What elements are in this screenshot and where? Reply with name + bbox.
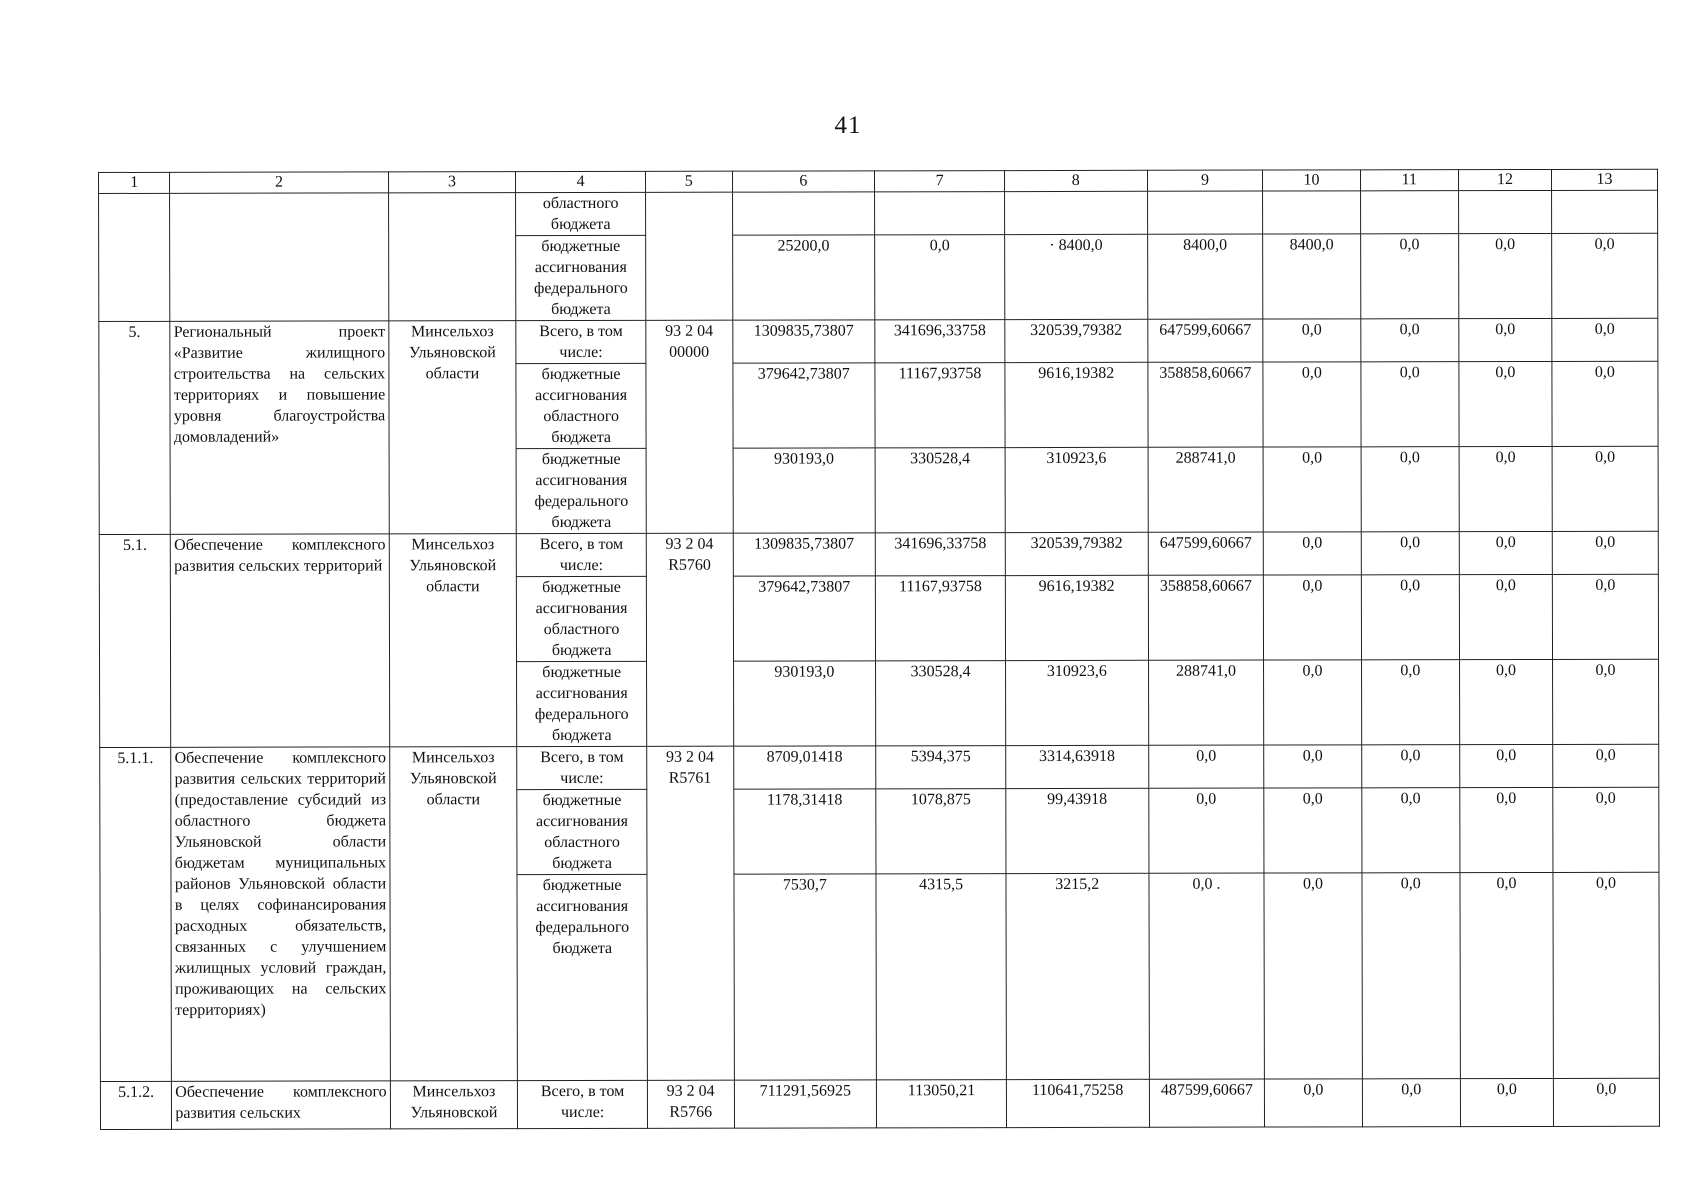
value-cell: 9616,19382 xyxy=(1005,575,1148,660)
header-cell: 11 xyxy=(1360,170,1458,191)
value-cell: 358858,60667 xyxy=(1148,575,1264,660)
value-cell: 0,0 xyxy=(1264,532,1361,575)
value-cell: 0,0 xyxy=(1361,362,1460,447)
row-source: бюджетные ассигнования областного бюджета xyxy=(517,576,647,661)
header-cell: 12 xyxy=(1458,169,1551,190)
value-cell: 0,0 xyxy=(1264,660,1361,745)
code-cell xyxy=(646,192,733,320)
header-cell: 3 xyxy=(388,172,516,193)
value-cell: 0,0 xyxy=(875,235,1005,320)
continuation-row xyxy=(99,190,1658,236)
row-organization: Минсельхоз Ульяновской области xyxy=(389,534,517,747)
value-cell: 0,0 xyxy=(1148,788,1264,873)
row-source: Всего, в том числе: xyxy=(516,320,646,363)
value-cell: 0,0 xyxy=(1552,318,1658,361)
value-cell: 0,0 xyxy=(1263,447,1360,532)
value-cell: 99,43918 xyxy=(1006,788,1149,873)
value-cell: 1178,31418 xyxy=(733,789,876,874)
header-cell: 9 xyxy=(1147,170,1263,191)
value-cell: 0,0 xyxy=(1264,575,1361,660)
value-cell: 110641,75258 xyxy=(1006,1079,1149,1127)
value-cell: 310923,6 xyxy=(1005,660,1148,745)
value-cell: 379642,73807 xyxy=(732,363,875,448)
value-cell: 0,0 xyxy=(1552,233,1658,318)
value-cell xyxy=(1551,190,1657,233)
value-cell: 0,0 xyxy=(1459,361,1552,446)
value-cell: · 8400,0 xyxy=(1005,234,1148,319)
value-cell: 647599,60667 xyxy=(1147,319,1263,362)
value-cell: 711291,56925 xyxy=(734,1080,877,1128)
source-cell: бюджетные ассигнования федерального бюджета xyxy=(516,235,646,320)
value-cell xyxy=(1147,191,1263,234)
value-cell: 8400,0 xyxy=(1147,234,1263,319)
value-cell xyxy=(732,192,875,235)
row-organization: Минсельхоз Ульяновской области xyxy=(389,321,517,534)
value-cell: 0,0 xyxy=(1264,873,1362,1079)
row-source: бюджетные ассигнования федерального бюджета xyxy=(517,661,647,746)
table-row xyxy=(99,318,1658,364)
value-cell: 0,0 xyxy=(1552,574,1658,659)
value-cell: 0,0 xyxy=(1460,1078,1553,1126)
budget-table xyxy=(98,169,1660,1130)
row-source: Всего, в том числе: xyxy=(518,1080,648,1128)
header-cell: 8 xyxy=(1004,170,1147,191)
row-number: 5. xyxy=(99,321,171,534)
row-source: бюджетные ассигнования федерального бюджета xyxy=(516,448,646,533)
value-cell: 0,0 xyxy=(1552,531,1658,574)
value-cell: 320539,79382 xyxy=(1005,319,1148,362)
value-cell: 8400,0 xyxy=(1263,234,1360,319)
value-cell: 320539,79382 xyxy=(1005,532,1148,575)
value-cell: 0,0 xyxy=(1460,744,1553,787)
value-cell xyxy=(1459,190,1552,233)
table-body xyxy=(99,169,1660,1129)
value-cell: 0,0 xyxy=(1460,787,1553,872)
value-cell: 11167,93758 xyxy=(875,363,1005,448)
value-cell: 0,0 xyxy=(1263,362,1360,447)
value-cell: 25200,0 xyxy=(732,235,875,320)
value-cell: 0,0 xyxy=(1361,532,1459,575)
value-cell: 0,0 xyxy=(1264,788,1361,873)
value-cell: 11167,93758 xyxy=(876,576,1006,661)
value-cell: 8709,01418 xyxy=(733,746,876,789)
value-cell: 341696,33758 xyxy=(875,533,1005,576)
value-cell: 113050,21 xyxy=(877,1080,1007,1128)
row-organization: Минсельхоз Ульяновской xyxy=(390,1081,518,1129)
header-cell: 6 xyxy=(732,171,875,192)
value-cell: 0,0 xyxy=(1361,575,1460,660)
num-cell xyxy=(99,193,171,321)
row-number: 5.1.1. xyxy=(100,747,172,1081)
row-source: Всего, в том числе: xyxy=(517,533,647,576)
value-cell: 0,0 xyxy=(1459,233,1552,318)
row-name: Обеспечение комплексного развития сельских территорий xyxy=(171,534,390,747)
table-row xyxy=(99,531,1658,577)
value-cell: 0,0 xyxy=(1552,659,1658,744)
value-cell: 930193,0 xyxy=(733,448,876,533)
value-cell: 0,0 xyxy=(1459,318,1552,361)
value-cell: 358858,60667 xyxy=(1148,362,1264,447)
page-number: 41 xyxy=(834,112,862,139)
row-number: 5.1. xyxy=(99,534,171,747)
row-number: 5.1.2. xyxy=(100,1081,171,1129)
value-cell: 0,0 xyxy=(1552,361,1658,446)
value-cell: 0,0 xyxy=(1148,745,1264,788)
value-cell xyxy=(1360,191,1458,234)
row-source: бюджетные ассигнования областного бюджета xyxy=(516,363,646,448)
value-cell: 0,0 xyxy=(1459,531,1552,574)
value-cell: 1309835,73807 xyxy=(732,320,875,363)
value-cell: 288741,0 xyxy=(1148,660,1264,745)
value-cell: 0,0 xyxy=(1362,1079,1460,1127)
value-cell: 0,0 . xyxy=(1149,873,1265,1079)
value-cell: 0,0 xyxy=(1553,1078,1659,1126)
value-cell xyxy=(1263,191,1360,234)
value-cell: 0,0 xyxy=(1362,873,1461,1079)
row-name: Региональный проект «Развитие жилищного строительства на сельских территориях и повышение уровня благоустройства домовладений» xyxy=(170,321,389,534)
value-cell: 1309835,73807 xyxy=(733,533,876,576)
value-cell: 7530,7 xyxy=(733,874,876,1080)
row-code: 93 2 04 R5760 xyxy=(646,533,733,746)
row-code: 93 2 04 R5761 xyxy=(647,746,734,1080)
value-cell: 310923,6 xyxy=(1005,447,1148,532)
table-row xyxy=(100,1078,1659,1129)
row-source: бюджетные ассигнования федерального бюджета xyxy=(517,874,647,1080)
source-cell: областного бюджета xyxy=(516,192,646,235)
value-cell: 0,0 xyxy=(1553,744,1659,787)
name-cell xyxy=(170,193,389,321)
header-cell: 5 xyxy=(646,171,733,192)
value-cell xyxy=(1004,191,1147,234)
header-cell: 13 xyxy=(1551,169,1657,190)
value-cell: 930193,0 xyxy=(733,661,876,746)
value-cell: 0,0 xyxy=(1553,787,1659,872)
row-code: 93 2 04 R5766 xyxy=(647,1080,734,1128)
row-source: Всего, в том числе: xyxy=(517,746,647,789)
row-name: Обеспечение комплексного развития сельских xyxy=(172,1081,390,1129)
value-cell: 288741,0 xyxy=(1148,447,1264,532)
header-cell: 1 xyxy=(99,172,170,193)
value-cell: 4315,5 xyxy=(876,874,1006,1080)
row-organization: Минсельхоз Ульяновской области xyxy=(389,747,517,1081)
value-cell: 0,0 xyxy=(1360,234,1459,319)
value-cell: 647599,60667 xyxy=(1148,532,1264,575)
header-cell: 10 xyxy=(1263,170,1360,191)
value-cell: 0,0 xyxy=(1361,745,1459,788)
value-cell: 487599,60667 xyxy=(1149,1079,1265,1127)
value-cell xyxy=(875,192,1005,235)
value-cell: 0,0 xyxy=(1361,660,1460,745)
value-cell: 0,0 xyxy=(1361,788,1460,873)
value-cell: 330528,4 xyxy=(876,661,1006,746)
value-cell: 0,0 xyxy=(1265,1079,1362,1127)
value-cell: 0,0 xyxy=(1360,319,1458,362)
value-cell: 0,0 xyxy=(1459,446,1552,531)
value-cell: 0,0 xyxy=(1552,446,1658,531)
value-cell: 0,0 xyxy=(1361,447,1460,532)
value-cell: 330528,4 xyxy=(875,448,1005,533)
table-row xyxy=(100,744,1659,790)
value-cell: 9616,19382 xyxy=(1005,362,1148,447)
value-cell: 5394,375 xyxy=(876,746,1006,789)
header-cell: 2 xyxy=(170,172,388,193)
header-cell: 4 xyxy=(516,171,646,192)
value-cell: 0,0 xyxy=(1460,659,1553,744)
value-cell: 0,0 xyxy=(1460,872,1553,1078)
value-cell: 0,0 xyxy=(1553,872,1659,1078)
value-cell: 3215,2 xyxy=(1006,873,1149,1079)
row-source: бюджетные ассигнования областного бюджета xyxy=(517,789,647,874)
value-cell: 3314,63918 xyxy=(1006,745,1149,788)
value-cell: 0,0 xyxy=(1264,745,1361,788)
value-cell: 379642,73807 xyxy=(733,576,876,661)
value-cell: 341696,33758 xyxy=(875,320,1005,363)
row-name: Обеспечение комплексного развития сельских территорий (предоставление субсидий из областного бюджета Ульяновской области бюджетам муниципальных районов Ульяновской области в целях софинансирования расходных обязательств, связанных с улучшением жилищных условий граждан, проживающих на сельских территориях) xyxy=(171,747,390,1081)
value-cell: 0,0 xyxy=(1263,319,1360,362)
org-cell xyxy=(388,193,516,321)
header-cell: 7 xyxy=(875,171,1005,192)
value-cell: 1078,875 xyxy=(876,789,1006,874)
value-cell: 0,0 xyxy=(1459,574,1552,659)
row-code: 93 2 04 00000 xyxy=(646,320,733,533)
